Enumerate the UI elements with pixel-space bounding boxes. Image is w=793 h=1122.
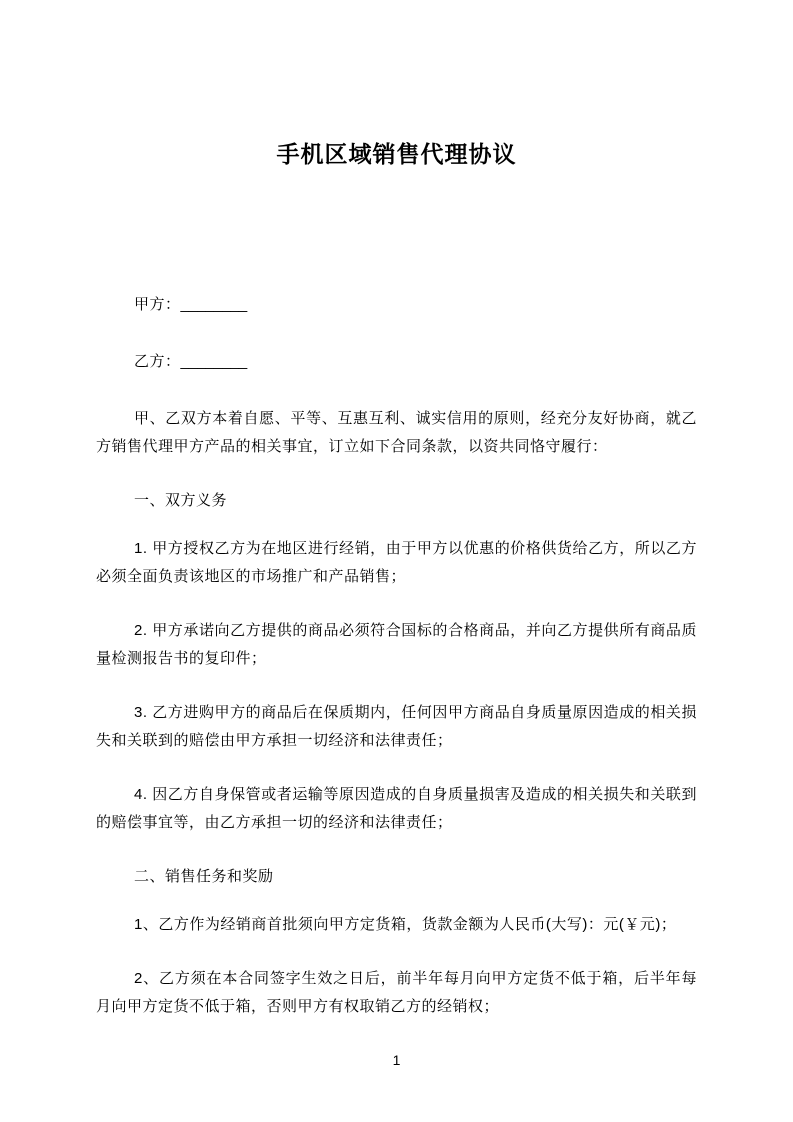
section-1-clause-1: 1. 甲方授权乙方为在地区进行经销，由于甲方以优惠的价格供货给乙方，所以乙方必须全面负责该地区的市场推广和产品销售； [96, 540, 697, 585]
party-line-jiafang [96, 291, 697, 319]
section-2-clause-2: 2、乙方须在本合同签字生效之日后，前半年每月向甲方定货不低于箱，后半年每月向甲方定货不低于箱，否则甲方有权取销乙方的经销权； [96, 970, 697, 1015]
party-blank-yifang: ________ [180, 353, 248, 370]
section-1-clause-3: 3. 乙方进购甲方的商品后在保质期内，任何因甲方商品自身质量原因造成的相关损失和关联到的赔偿由甲方承担一切经济和法律责任； [96, 704, 697, 749]
party-blank-jiafang: ________ [180, 296, 248, 313]
section-2-clause-1: 1、乙方作为经销商首批须向甲方定货箱，货款金额为人民币(大写)：元(￥元)； [134, 916, 677, 933]
party-line-yifang [96, 348, 697, 376]
section-1-clause-2: 2. 甲方承诺向乙方提供的商品必须符合国标的合格商品，并向乙方提供所有商品质量检测报告书的复印件； [96, 622, 697, 667]
page-number: 1 [392, 1052, 401, 1068]
section-2-heading: 二、销售任务和奖励 [134, 868, 274, 885]
party-label-jiafang: 甲方： [134, 296, 181, 313]
document-title: 手机区域销售代理协议 [276, 141, 517, 167]
section-1-heading: 一、双方义务 [134, 492, 228, 509]
section-1-clause-4: 4. 因乙方自身保管或者运输等原因造成的自身质量损害及造成的相关损失和关联到的赔偿事宜等，由乙方承担一切的经济和法律责任； [96, 786, 697, 831]
intro-paragraph: 甲、乙双方本着自愿、平等、互惠互利、诚实信用的原则，经充分友好协商，就乙方销售代理甲方产品的相关事宜，订立如下合同条款，以资共同恪守履行： [96, 410, 697, 455]
party-label-yifang: 乙方： [134, 353, 181, 370]
